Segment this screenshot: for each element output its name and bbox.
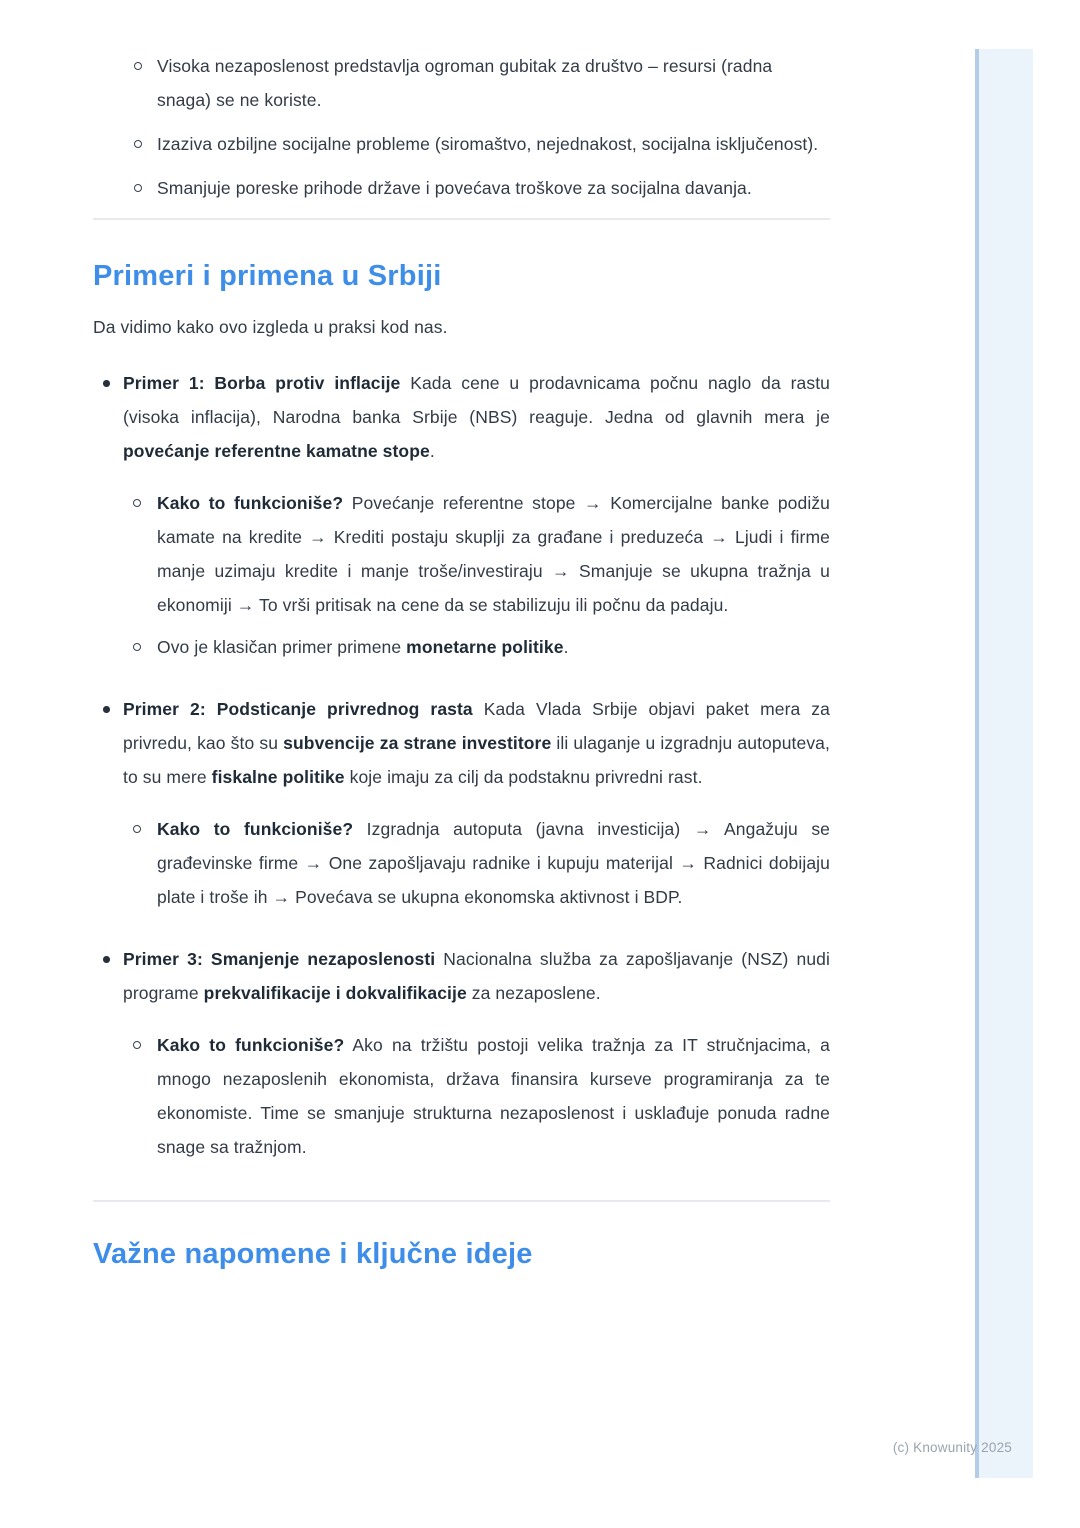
section-heading-primeri: Primeri i primena u Srbiji	[93, 260, 442, 292]
bullet-circle-icon	[93, 171, 157, 205]
kako-funkcionise-text	[157, 812, 830, 914]
primer-2-title: Primer 2: Podsticanje privrednog rasta	[123, 699, 473, 719]
bullet-disc-icon	[93, 366, 123, 672]
primer-2-item	[93, 692, 830, 922]
bullet-circle-icon	[93, 127, 157, 161]
list-item-text: Smanjuje poreske prihode države i povećava troškove za socijalna davanja.	[157, 178, 752, 198]
primer-3-bold-phrase: prekvalifikacije i dokvalifikacije	[203, 983, 467, 1003]
bullet-circle-icon	[123, 630, 157, 664]
note-text-run: .	[563, 637, 569, 657]
list-item-text: Visoka nezaposlenost predstavlja ogroman gubitak za društvo – resursi (radna snaga) se ne koriste.	[157, 56, 773, 110]
note-text-run: Ovo je klasičan primer primene	[157, 637, 407, 657]
primer-1-text	[123, 366, 830, 468]
primer-3-sublist	[123, 1028, 830, 1164]
list-item-text: Izaziva ozbiljne socijalne probleme (siromaštvo, nejednakost, socijalna isključenost).	[157, 134, 819, 154]
section-divider	[93, 218, 830, 220]
list-item	[93, 127, 830, 161]
primer-1-bold-phrase: povećanje referentne kamatne stope	[123, 441, 430, 461]
kako-funkcionise-label: Kako to funkcioniše?	[157, 493, 344, 513]
kako-funkcionise-item	[123, 1028, 830, 1164]
bullet-circle-icon	[123, 1028, 157, 1164]
unemployment-consequences-list	[93, 49, 830, 205]
primer-3-text-run: za nezaposlene.	[466, 983, 601, 1003]
primer-3-title: Primer 3: Smanjenje nezaposlenosti	[123, 949, 436, 969]
page-edge-highlight-strip	[975, 49, 1033, 1478]
kako-funkcionise-item	[123, 486, 830, 622]
kako-funkcionise-item	[123, 812, 830, 914]
section-divider	[93, 1200, 830, 1202]
list-item	[93, 49, 830, 117]
kako-funkcionise-label: Kako to funkcioniše?	[157, 819, 354, 839]
primer-2-text-run: ili ulaganje u izgradnju autoputeva, to su mere	[123, 733, 830, 787]
bullet-circle-icon	[123, 812, 157, 914]
primeri-list	[93, 366, 830, 1172]
monetarna-politika-note-text	[157, 630, 569, 664]
primer-2-text	[123, 692, 830, 794]
bullet-disc-icon	[93, 692, 123, 922]
primer-3-body	[123, 942, 830, 1172]
primer-1-body	[123, 366, 830, 672]
kako-funkcionise-run: Izgradnja autoputa (javna investicija) → Angažuju se građevinske firme → One zapošljavaju radnike i kupuju materijal → Radnici dobijaju plate i troše ih → Povećava se ukupna ekonomska aktivnost i BDP.	[157, 819, 831, 907]
primer-2-bold-phrase: fiskalne politike	[211, 767, 345, 787]
kako-funkcionise-run: Ako na tržištu postoji velika tražnja za IT stručnjacima, a mnogo nezaposlenih ekonomista, država finansira kurseve programiranja za te ekonomiste. Time se smanjuje strukturna nezaposlenost i usklađuje ponuda radne snage sa tražnjom.	[157, 1035, 830, 1157]
primer-1-text-run: .	[429, 441, 435, 461]
section-heading-napomene: Važne napomene i ključne ideje	[93, 1238, 533, 1270]
primer-3-text	[123, 942, 830, 1010]
primer-1-item	[93, 366, 830, 672]
primer-2-text-run: koje imaju za cilj da podstaknu privredni rast.	[344, 767, 703, 787]
kako-funkcionise-run: Povećanje referentne stope → Komercijalne banke podižu kamate na kredite → Krediti postaju skuplji za građane i preduzeća → Ljudi i firme manje uzimaju kredite i manje troše/investiraju → Smanjuje se ukupna tražnja u ekonomiji → To vrši pritisak na cene da se stabilizuju ili počnu da padaju.	[157, 493, 830, 615]
document-content	[93, 0, 830, 1272]
primer-2-text-run: Kada Vlada Srbije objavi paket mera za privredu, kao što su	[123, 699, 830, 753]
list-item	[93, 171, 830, 205]
primer-2-body	[123, 692, 830, 922]
kako-funkcionise-label: Kako to funkcioniše?	[157, 1035, 345, 1055]
monetarna-politika-note-item	[123, 630, 830, 664]
primer-2-bold-phrase: subvencije za strane investitore	[283, 733, 552, 753]
copyright-footer: (c) Knowunity 2025	[892, 1440, 1012, 1455]
bullet-disc-icon	[93, 942, 123, 1172]
section-intro-text: Da vidimo kako ovo izgleda u praksi kod nas.	[93, 317, 448, 337]
primer-1-sublist	[123, 486, 830, 664]
primer-3-text-run: Nacionalna služba za zapošljavanje (NSZ) nudi programe	[123, 949, 830, 1003]
kako-funkcionise-text	[157, 1028, 830, 1164]
primer-3-item	[93, 942, 830, 1172]
kako-funkcionise-text	[157, 486, 830, 622]
bullet-circle-icon	[93, 49, 157, 117]
primer-1-title: Primer 1: Borba protiv inflacije	[123, 373, 401, 393]
note-bold-phrase: monetarne politike	[406, 637, 564, 657]
primer-2-sublist	[123, 812, 830, 914]
primer-1-text-run: Kada cene u prodavnicama počnu naglo da rastu (visoka inflacija), Narodna banka Srbije (NBS) reaguje. Jedna od glavnih mera je	[123, 373, 831, 427]
bullet-circle-icon	[123, 486, 157, 622]
